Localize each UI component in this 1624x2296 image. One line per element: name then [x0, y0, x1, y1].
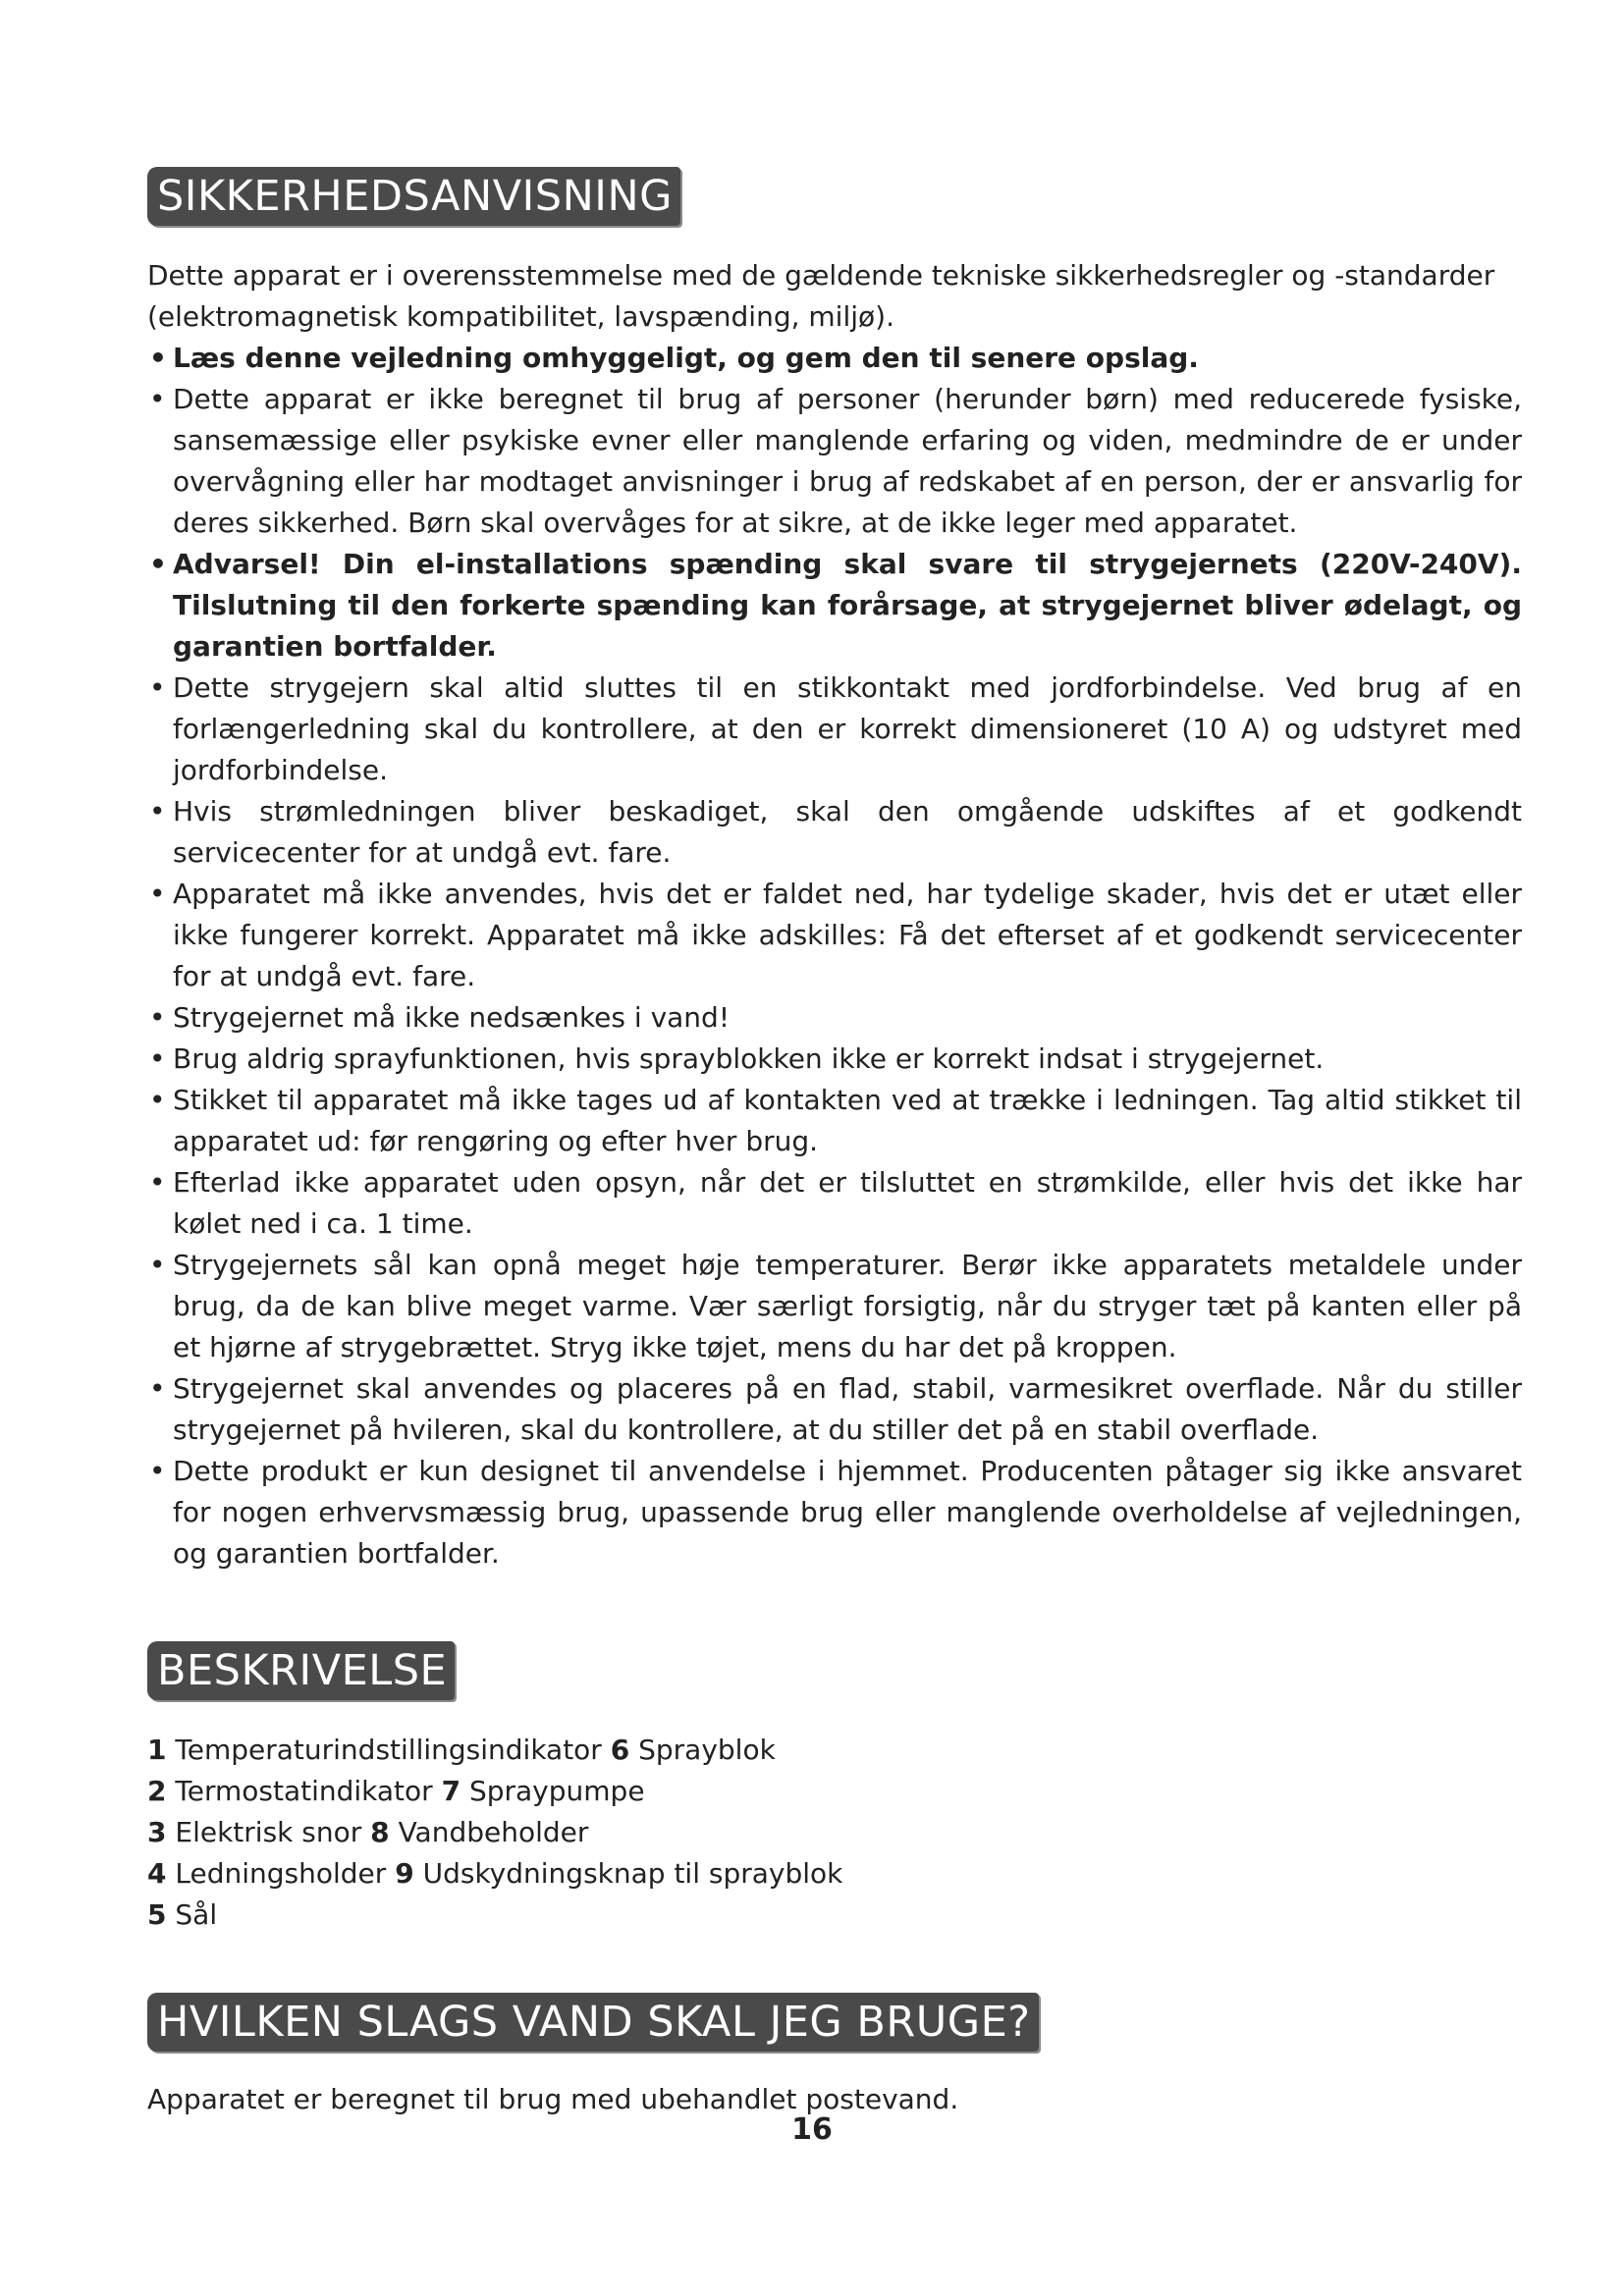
safety-bullet: • Brug aldrig sprayfunktionen, hvis sprayblokken ikke er korrekt indsat i strygejernet. — [147, 1039, 1522, 1080]
safety-bullet: • Strygejernets sål kan opnå meget høje temperaturer. Berør ikke apparatets metaldele under brug, da de kan blive meget varme. Vær særligt forsigtig, når du stryger tæt på kanten eller på et hjørne af strygebrættet. Stryg ikke tøjet, mens du har det på kroppen. — [147, 1245, 1522, 1368]
safety-bullet: • Advarsel! Din el-installations spænding skal svare til strygejernets (220V-240V). Tilslutning til den forkerte spænding kan forårsage, at strygejernet bliver ødelagt, og garantien bortfalder. — [147, 544, 1522, 667]
part-label: Termostatindikator — [175, 1775, 433, 1807]
safety-intro: Dette apparat er i overensstemmelse med de gældende tekniske sikkerhedsregler og -standarder (elektromagnetisk kompatibilitet, lavspænding, miljø). — [147, 259, 1495, 333]
part-number: 4 — [147, 1857, 167, 1890]
description-row — [147, 1771, 1522, 1812]
safety-bullet: • Hvis strømledningen bliver beskadiget, skal den omgående udskiftes af et godkendt servicecenter for at undgå evt. fare. — [147, 791, 1522, 874]
safety-bullet: • Efterlad ikke apparatet uden opsyn, når det er tilsluttet en strømkilde, eller hvis det ikke har kølet ned i ca. 1 time. — [147, 1162, 1522, 1245]
part-label: Sprayblok — [638, 1734, 776, 1766]
part-number: 3 — [147, 1816, 167, 1848]
safety-bullet: • Strygejernet må ikke nedsænkes i vand! — [147, 997, 1522, 1039]
part-number: 2 — [147, 1775, 167, 1807]
page-number: 16 — [791, 2112, 833, 2147]
part-label: Spraypumpe — [468, 1775, 645, 1807]
water-heading: HVILKEN SLAGS VAND SKAL JEG BRUGE? — [147, 1993, 1039, 2052]
part-number: 7 — [441, 1775, 461, 1807]
part-number: 9 — [395, 1857, 414, 1890]
safety-bullet: • Apparatet må ikke anvendes, hvis det er faldet ned, har tydelige skader, hvis det er utæt eller ikke fungerer korrekt. Apparatet må ikke adskilles: Få det efterset af et godkendt servicecenter for at undgå evt. fare. — [147, 874, 1522, 997]
part-number: 8 — [370, 1816, 390, 1848]
description-row — [147, 1730, 1522, 1771]
safety-bullet: • Dette produkt er kun designet til anvendelse i hjemmet. Producenten påtager sig ikke ansvaret for nogen erhvervsmæssig brug, upassende brug eller manglende overholdelse af vejledningen, og garantien bortfalder. — [147, 1451, 1522, 1575]
safety-bullet: • Strygejernet skal anvendes og placeres på en flad, stabil, varmesikret overflade. Når du stiller strygejernet på hvileren, skal du kontrollere, at du stiller det på en stabil overflade. — [147, 1368, 1522, 1451]
part-label: Elektrisk snor — [175, 1816, 362, 1848]
part-label: Vandbeholder — [398, 1816, 589, 1848]
water-text: Apparatet er beregnet til brug med ubehandlet postevand. — [147, 2083, 959, 2115]
part-number: 6 — [610, 1734, 630, 1766]
description-row — [147, 1812, 1522, 1853]
description-row — [147, 1853, 1522, 1895]
part-label: Sål — [175, 1898, 218, 1931]
part-number: 1 — [147, 1734, 167, 1766]
safety-heading: SIKKERHEDSANVISNING — [147, 167, 680, 226]
description-row — [147, 1895, 1522, 1936]
part-label: Temperaturindstillingsindikator — [175, 1734, 602, 1766]
part-label: Ledningsholder — [175, 1857, 387, 1890]
safety-bullet: • Dette apparat er ikke beregnet til brug af personer (herunder børn) med reducerede fysiske, sansemæssige eller psykiske evner eller manglende erfaring og viden, medmindre de er under overvågning eller har modtaget anvisninger i brug af redskabet af en person, der er ansvarlig for deres sikkerhed. Børn skal overvåges for at sikre, at de ikke leger med apparatet. — [147, 379, 1522, 544]
safety-section — [147, 255, 1522, 1575]
part-number: 5 — [147, 1898, 167, 1931]
safety-bullet: • Stikket til apparatet må ikke tages ud af kontakten ved at trække i ledningen. Tag altid stikket til apparatet ud: før rengøring og efter hver brug. — [147, 1080, 1522, 1162]
part-label: Udskydningsknap til sprayblok — [422, 1857, 843, 1890]
description-section — [147, 1730, 1522, 1936]
safety-bullet-list — [147, 338, 1522, 1575]
safety-bullet: • Læs denne vejledning omhyggeligt, og gem den til senere opslag. — [147, 338, 1522, 379]
description-heading: BESKRIVELSE — [147, 1641, 455, 1700]
safety-bullet: • Dette strygejern skal altid sluttes til en stikkontakt med jordforbindelse. Ved brug af en forlængerledning skal du kontrollere, at den er korrekt dimensioneret (10 A) og udstyret med jordforbindelse. — [147, 667, 1522, 791]
